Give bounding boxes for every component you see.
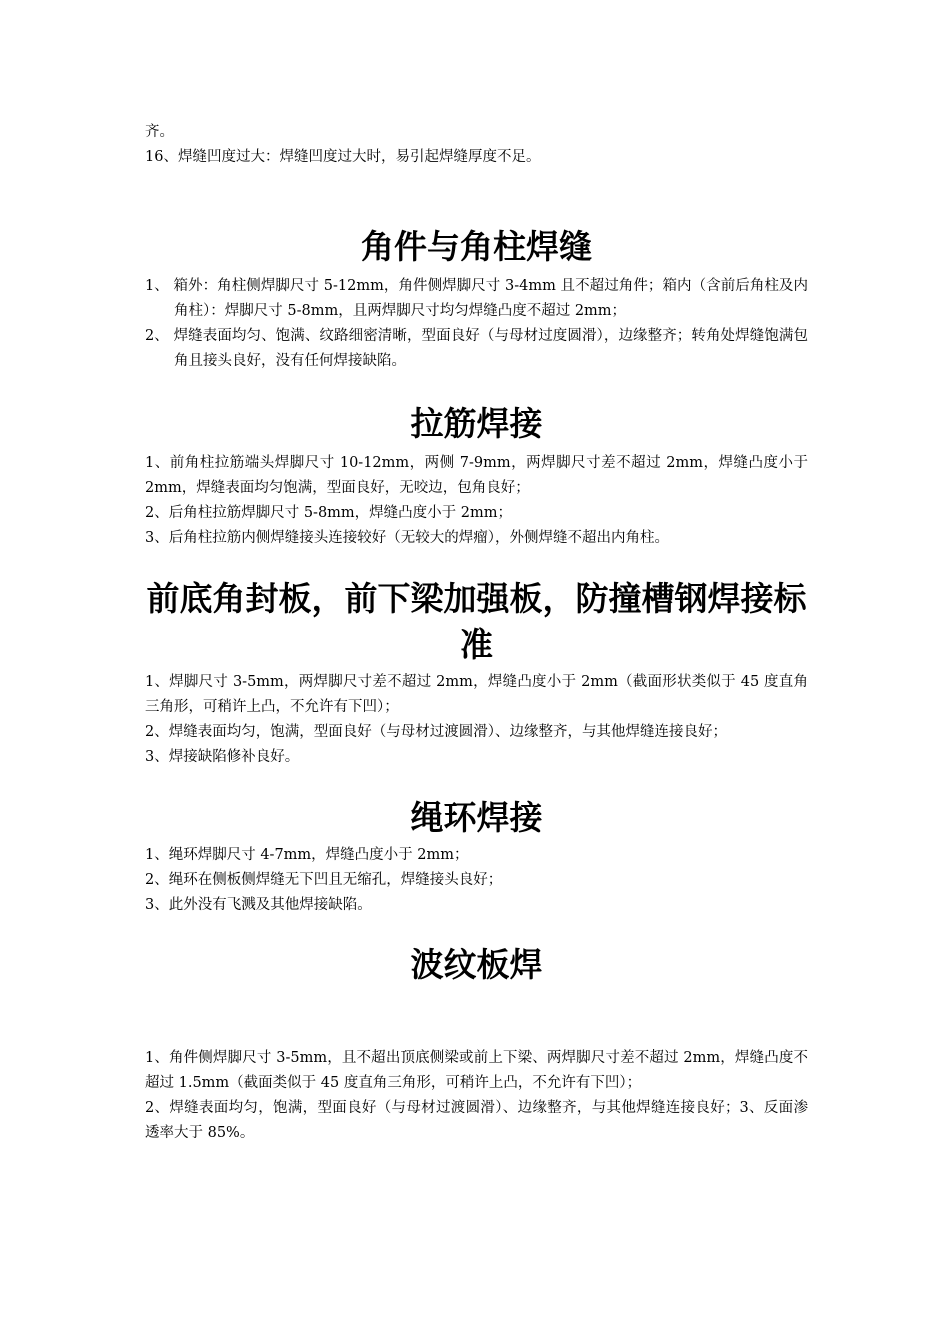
section-title-lashing-ring: 绳环焊接 [410, 798, 543, 837]
section-title-corner-fitting: 角件与角柱焊缝 [361, 227, 592, 266]
lashing-ring-item-2: 2、绳环在侧板侧焊缝无下凹且无缩孔，焊缝接头良好； [145, 872, 503, 888]
section-title-tie-bar: 拉筋焊接 [410, 404, 543, 443]
corrugated-panel-item-1: 1、角件侧焊脚尺寸 3-5mm，且不超出顶底侧梁或前上下梁、两焊脚尺寸差不超过 2mm，焊缝凸度不超过 1.5mm（截面类似于 45 度直角三角形，可稍许上凸，不允许有下凹）； [145, 1050, 808, 1091]
spacer [145, 988, 808, 1046]
front-bottom-plate-item-3: 3、焊接缺陷修补良好。 [145, 749, 300, 765]
tie-bar-item-2: 2、后角柱拉筋焊脚尺寸 5-8mm，焊缝凸度小于 2mm； [145, 505, 513, 521]
section-title-front-bottom-plate: 前底角封板，前下梁加强板，防撞槽钢焊接标准 [146, 579, 807, 664]
tie-bar-item-1: 1、前角柱拉筋端头焊脚尺寸 10-12mm，两侧 7-9mm，两焊脚尺寸差不超过 2mm，焊缝凸度小于 2mm，焊缝表面均匀饱满，型面良好，无咬边，包角良好； [145, 455, 808, 496]
document-page [145, 120, 808, 1146]
intro-line-2: 16、焊缝凹度过大：焊缝凹度过大时，易引起焊缝厚度不足。 [145, 149, 541, 165]
tie-bar-item-3: 3、后角柱拉筋内侧焊缝接头连接较好（无较大的焊瘤），外侧焊缝不超出内角柱。 [145, 530, 669, 546]
lashing-ring-item-1: 1、绳环焊脚尺寸 4-7mm，焊缝凸度小于 2mm； [145, 847, 469, 863]
corner-fitting-item-2: 2、 焊缝表面均匀、饱满、纹路细密清晰，型面良好（与母材过度圆滑），边缘整齐；转角处焊缝饱满包角且接头良好，没有任何焊接缺陷。 [145, 328, 808, 369]
front-bottom-plate-item-1: 1、焊脚尺寸 3-5mm，两焊脚尺寸差不超过 2mm，焊缝凸度小于 2mm（截面形状类似于 45 度直角三角形，可稍许上凸，不允许有下凹）； [145, 674, 808, 715]
intro-line-1: 齐。 [145, 124, 174, 140]
lashing-ring-item-3: 3、此外没有飞溅及其他焊接缺陷。 [145, 897, 372, 913]
corrugated-panel-item-2: 2、焊缝表面均匀，饱满，型面良好（与母材过渡圆滑）、边缘整齐，与其他焊缝连接良好；3、反面渗透率大于 85%。 [145, 1100, 808, 1141]
section-title-corrugated-panel: 波纹板焊 [410, 945, 543, 984]
front-bottom-plate-item-2: 2、焊缝表面均匀，饱满，型面良好（与母材过渡圆滑）、边缘整齐，与其他焊缝连接良好； [145, 724, 727, 740]
corner-fitting-item-1: 1、 箱外：角柱侧焊脚尺寸 5-12mm，角件侧焊脚尺寸 3-4mm 且不超过角件；箱内（含前后角柱及内角柱）：焊脚尺寸 5-8mm，且两焊脚尺寸均匀焊缝凸度不超过 2mm； [145, 278, 808, 319]
